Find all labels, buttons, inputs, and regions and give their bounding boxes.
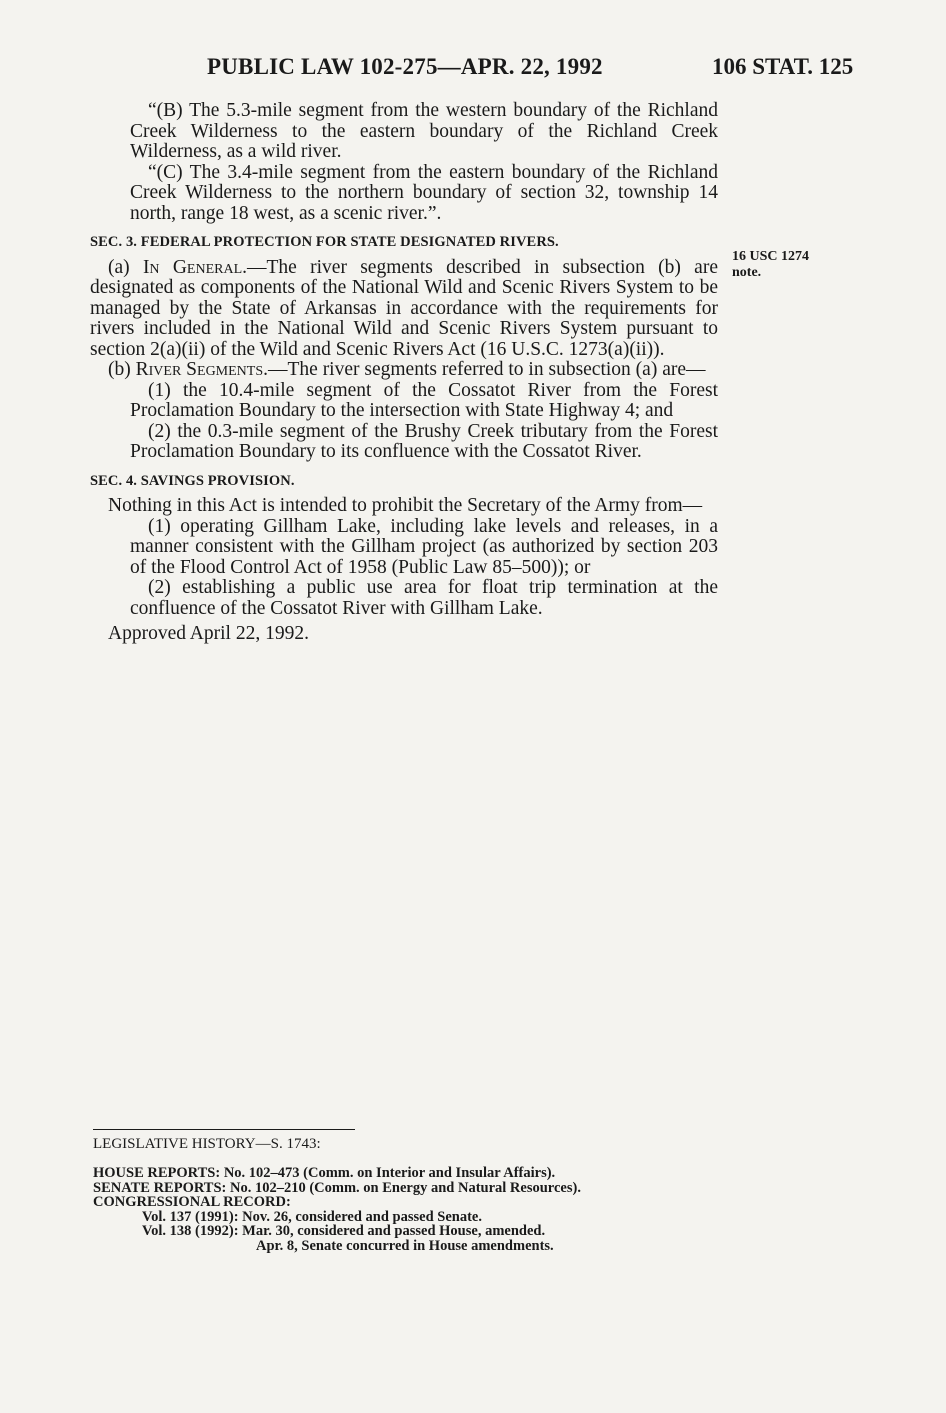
subsection-a-label: (a)	[108, 256, 143, 278]
margin-note-label: note.	[732, 265, 762, 280]
footer-divider	[93, 1129, 355, 1130]
subsection-a-text: .—The river segments described in subsection (b) are designated as components of the National Wild and Scenic Rivers System to be managed by the State of Arkansas in accordance with the requirements for rivers included in the National Wild and Scenic Rivers System pursuant to section 2(a)(ii) of the Wild and Scenic Rivers Act (16 U.S.C. 1273(a)(ii)).	[90, 256, 718, 360]
record-vol-137: Vol. 137 (1991): Nov. 26, considered and passed Senate.	[142, 1208, 482, 1225]
legislative-history-title: LEGISLATIVE HISTORY—S. 1743:	[93, 1136, 321, 1152]
section-3-subsection-b	[90, 360, 718, 381]
running-header-stat-page: 106 STAT. 125	[712, 54, 854, 79]
section-3-subsection-a	[90, 258, 718, 361]
body-text	[90, 101, 718, 645]
approved-date: Approved April 22, 1992.	[108, 623, 309, 644]
section-4-intro: Nothing in this Act is intended to prohibit the Secretary of the Army from—	[108, 495, 703, 516]
section-3-heading: SEC. 3. FEDERAL PROTECTION FOR STATE DESIGNATED RIVERS.	[90, 234, 559, 250]
section-3-item-1: (1) the 10.4-mile segment of the Cossatot River from the Forest Proclamation Boundary to the intersection with State Highway 4; and	[130, 379, 718, 421]
paragraph-continued-b: “(B) The 5.3-mile segment from the western boundary of the Richland Creek Wilderness to the eastern boundary of the Richland Creek Wilderness, as a wild river.	[130, 100, 718, 162]
subsection-b-caption: River Segments	[135, 359, 264, 380]
congressional-record: CONGRESSIONAL RECORD:	[93, 1194, 291, 1210]
section-4-item-1: (1) operating Gillham Lake, including lake levels and releases, in a manner consistent with the Gillham project (as authorized by section 203 of the Flood Control Act of 1958 (Public Law 85–500)); or	[130, 515, 718, 578]
subsection-b-label: (b)	[108, 359, 136, 380]
subsection-a-caption: In General	[142, 256, 243, 278]
section-3-item-2: (2) the 0.3-mile segment of the Brushy Creek tributary from the Forest Proclamation Boundary to its confluence with the Cossatot River.	[130, 420, 718, 462]
section-4-item-2: (2) establishing a public use area for float trip termination at the confluence of the Cossatot River with Gillham Lake.	[130, 577, 718, 619]
record-vol-138: Vol. 138 (1992): Mar. 30, considered and passed House, amended.	[142, 1223, 546, 1239]
section-4-heading: SEC. 4. SAVINGS PROVISION.	[90, 472, 295, 489]
margin-note-citation: 16 USC 1274	[732, 249, 810, 264]
running-header-title: PUBLIC LAW 102-275—APR. 22, 1992	[207, 54, 603, 79]
margin-note	[732, 249, 809, 281]
record-apr-8: Apr. 8, Senate concurred in House amendments.	[256, 1237, 554, 1254]
subsection-b-text: .—The river segments referred to in subsection (a) are—	[263, 359, 706, 380]
legislative-history	[93, 1166, 581, 1253]
senate-reports: SENATE REPORTS: No. 102–210 (Comm. on Energy and Natural Resources).	[93, 1179, 581, 1196]
house-reports: HOUSE REPORTS: No. 102–473 (Comm. on Interior and Insular Affairs).	[93, 1165, 556, 1181]
paragraph-continued-c: “(C) The 3.4-mile segment from the eastern boundary of the Richland Creek Wilderness to the northern boundary of section 32, township 14 north, range 18 west, as a scenic river.”.	[130, 161, 718, 224]
